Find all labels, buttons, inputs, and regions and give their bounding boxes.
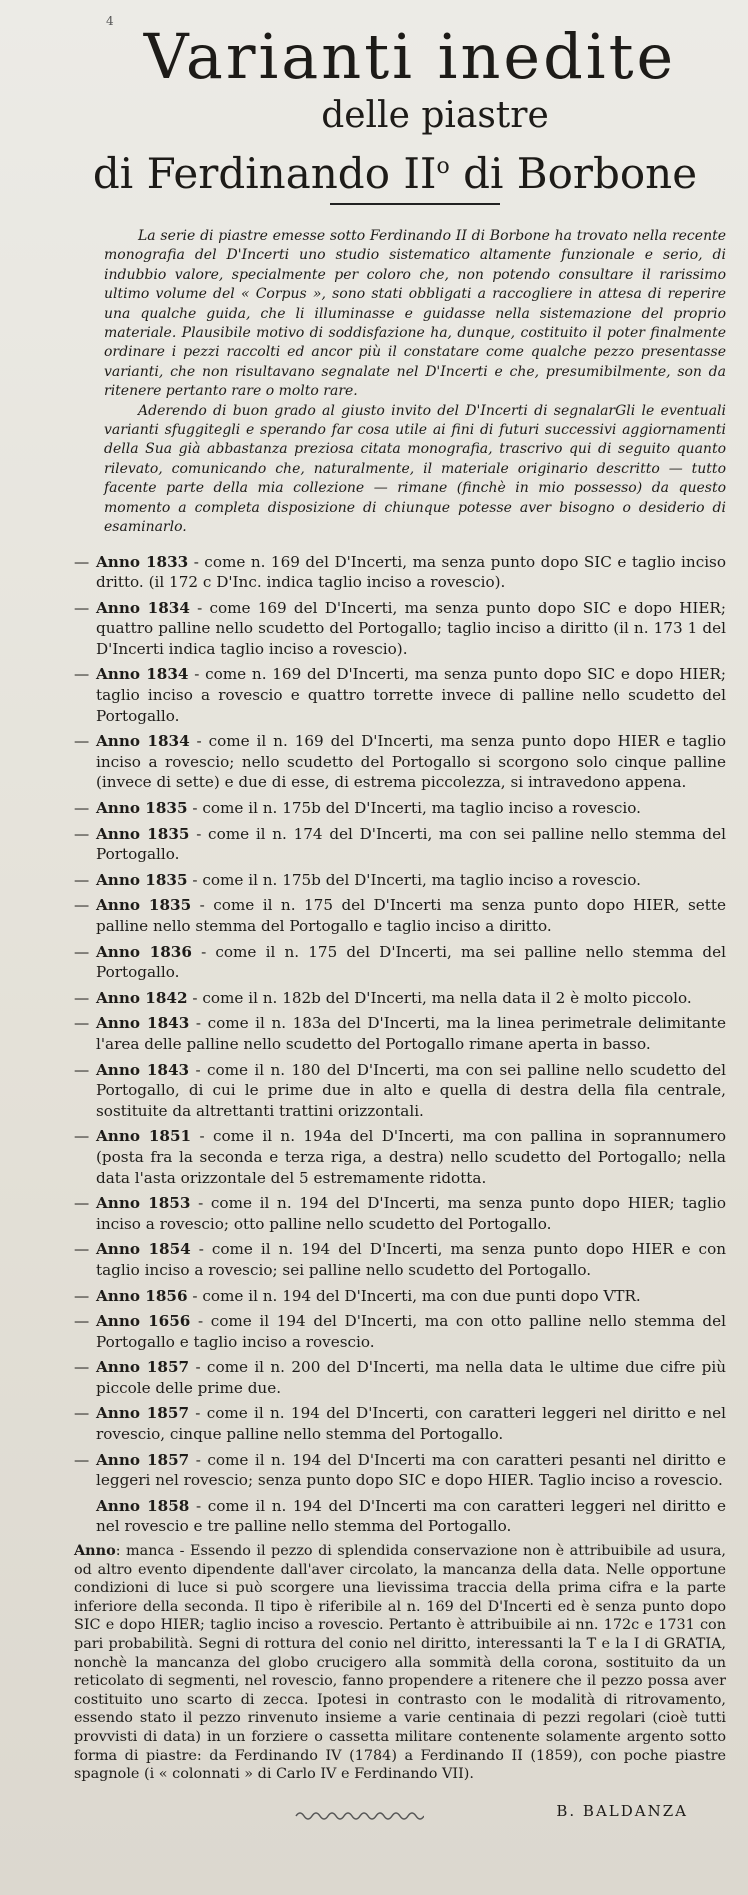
entries-list: [74, 552, 726, 1538]
entry-year: Anno 1835: [96, 799, 188, 818]
entry: [74, 895, 726, 936]
entry-year: Anno 1835: [96, 896, 192, 915]
entry-year: Anno 1857: [96, 1450, 190, 1469]
entry-year: Anno 1834: [96, 598, 190, 617]
squiggle-ornament: [294, 1810, 424, 1822]
entry-text: - come il n. 175 del D'Incerti ma senza punto dopo HIER, sette palline nello stemma del Portogallo e taglio inciso a diritto.: [96, 896, 726, 935]
entry: [74, 1450, 726, 1491]
entry-year: Anno 1853: [96, 1194, 191, 1213]
entry: [74, 1357, 726, 1398]
entry-dash: —: [74, 988, 90, 1007]
entry-year: Anno 1835: [96, 870, 188, 889]
entry-text: - come il n. 194 del D'Incerti, ma senza punto dopo HIER e con taglio inciso a rovescio; sei palline nello scudetto del Portogallo.: [96, 1240, 726, 1279]
entry-text: - come il n. 200 del D'Incerti, ma nella data le ultime due cifre più piccole delle prime due.: [96, 1358, 726, 1397]
entry: [74, 942, 726, 983]
entry-dash: —: [74, 1450, 90, 1469]
entry-year: Anno 1836: [96, 942, 192, 961]
entry-year: Anno 1842: [96, 988, 188, 1007]
entry-dash: —: [74, 870, 90, 889]
entry: [74, 798, 726, 819]
entry-text: - come il n. 169 del D'Incerti, ma senza punto dopo HIER e taglio inciso a rovescio; nello scudetto del Portogallo si scorgono solo cinque palline (invece di sette) e due di esse, di estrema piccolezza, si intravedono appena.: [96, 732, 726, 792]
entry: [74, 1013, 726, 1054]
entry: [74, 731, 726, 793]
entry-year: Anno 1851: [96, 1127, 192, 1146]
entry-dash: —: [74, 1404, 90, 1423]
entry-dash: —: [74, 552, 90, 571]
title-block: [64, 22, 726, 205]
entry-year: Anno 1834: [96, 732, 190, 751]
entry-text: - come il n. 194 del D'Incerti ma con caratteri leggeri nel diritto e nel rovescio e tre palline nello stemma del Portogallo.: [96, 1496, 726, 1536]
entry: [74, 552, 726, 593]
entry: [74, 824, 726, 865]
title-line-3-sup: o: [436, 154, 450, 179]
intro: [104, 227, 726, 538]
entry-dash: —: [74, 732, 90, 751]
entry: [74, 598, 726, 660]
entry-year: Anno 1854: [96, 1240, 191, 1259]
entry-year: Anno 1835: [96, 824, 190, 843]
author: B. BALDANZA: [556, 1801, 688, 1820]
title-rule: [330, 203, 500, 205]
entry-text: - come il n. 194a del D'Incerti, ma con pallina in soprannumero (posta fra la seconda e terza riga, a destra) nello scudetto del Portogallo; nella data l'asta orizzontale del 5 estremamente ridotta.: [96, 1127, 726, 1187]
entry: [96, 1496, 726, 1537]
closing-label: Anno: [74, 1542, 116, 1560]
entry-year: Anno 1834: [96, 665, 189, 684]
entry: [74, 1126, 726, 1188]
entry: [74, 1286, 726, 1307]
entry-text: - come il n. 194 del D'Incerti, con caratteri leggeri nel diritto e nel rovescio, cinque palline nello stemma del Portogallo.: [96, 1404, 726, 1444]
closing-note: [74, 1542, 726, 1784]
entry-text: - come il n. 194 del D'Incerti, ma senza punto dopo HIER; taglio inciso a rovescio; otto palline nello scudetto del Portogallo.: [96, 1194, 726, 1233]
entry: [74, 988, 726, 1009]
intro-paragraph-1: La serie di piastre emesse sotto Ferdinando II di Borbone ha trovato nella recente monografia del D'Incerti uno studio sistematico altamente funzionale e serio, di indubbio valore, specialmente per coloro che, non potendo consultare il rarissimo ultimo volume del « Corpus », sono stati obbligati a raccogliere in attesa di reperire una qualche guida, che li illuminasse e guidasse nella sistemazione del proprio materiale. Plausibile motivo di soddisfazione ha, dunque, costituito il poter finalmente ordinare i pezzi raccolti ed ancor più il constatare come qualche pezzo presentasse varianti, che non risultavano segnalate nel D'Incerti e che, presumibilmente, son da ritenere pertanto rare o molto rare.: [104, 228, 726, 400]
entry: [74, 1239, 726, 1280]
entry-dash: —: [74, 1286, 90, 1305]
entry-text: - come il n. 183a del D'Incerti, ma la linea perimetrale delimitante l'area delle palline nello scudetto del Portogallo rimane aperta in basso.: [96, 1014, 726, 1053]
entry-dash: —: [74, 1060, 90, 1079]
entry-year: Anno 1857: [96, 1358, 190, 1377]
title-line-1: Varianti inedite: [143, 20, 677, 93]
entry-text: - come n. 169 del D'Incerti, ma senza punto dopo SIC e dopo HIER; taglio inciso a rovescio e quattro torrette invece di palline nello scudetto del Portogallo.: [96, 665, 726, 725]
footer: [64, 1798, 726, 1838]
entry-text: - come il n. 194 del D'Incerti, ma con due punti dopo VTR.: [187, 1286, 641, 1305]
entry-text: - come il n. 182b del D'Incerti, ma nella data il 2 è molto piccolo.: [187, 988, 692, 1007]
entry-year: Anno 1858: [96, 1496, 190, 1515]
entry-text: - come il 194 del D'Incerti, ma con otto palline nello stemma del Portogallo e taglio inciso a rovescio.: [96, 1312, 727, 1351]
entry: [74, 664, 726, 726]
entry-dash: —: [74, 1358, 90, 1377]
entry-dash: —: [74, 896, 90, 915]
entry-dash: —: [74, 1312, 90, 1331]
entry-dash: —: [74, 598, 90, 617]
closing-text: : manca - Essendo il pezzo di splendida conservazione non è attribuibile ad usura, od altro evento dipendente dall'aver circolato, la mancanza della data. Nelle opportune condizioni di luce si può scorgere una lievissima traccia della prima cifra e la parte inferiore della seconda. Il tipo è riferibile al n. 169 del D'Incerti ed è senza punto dopo SIC e dopo HIER; taglio inciso a rovescio. Pertanto è attribuibile ai nn. 172c e 1731 con pari probabilità. Segni di rottura del conio nel diritto, interessanti la T e la I di GRATIA, nonchè la mancanza del globo crucigero alla sommità della corona, sostituito da un reticolato di segmenti, nel rovescio, fanno propendere a ritenere che il pezzo possa aver costituito uno scarto di zecca. Ipotesi in contrasto con le modalità di ritrovamento, essendo stato il pezzo rinvenuto insieme a varie centinaia di pezzi regolari (cioè tutti provvisti di data) in un forziere o cassetta militare contenente solamente argento sotto forma di piastre: da Ferdinando IV (1784) a Ferdinando II (1859), con poche piastre spagnole (i « colonnati » di Carlo IV e Ferdinando VII).: [74, 1543, 726, 1783]
entry-year: Anno 1843: [96, 1060, 190, 1079]
entry: [74, 870, 726, 891]
entry-text: - come il n. 180 del D'Incerti, ma con sei palline nello scudetto del Portogallo, di cui le prime due in alto e quella di destra della fila centrale, sostituite da altrettanti trattini orizzontali.: [96, 1060, 726, 1120]
entry-text: - come il n. 175b del D'Incerti, ma taglio inciso a rovescio.: [187, 870, 641, 889]
intro-paragraph-2: Aderendo di buon grado al giusto invito del D'Incerti di segnalarGli le eventuali varianti sfuggitegli e sperando far cosa utile ai fini di futuri successivi aggiornamenti della Sua già abbastanza preziosa citata monografia, trascrivo qui di seguito quanto rilevato, comunicando che, naturalmente, il materiale originario descritto — tutto facente parte della mia collezione — rimane (finchè in mio possesso) da questo momento a completa disposizione di chiunque potesse aver bisogno o desiderio di esaminarlo.: [104, 402, 726, 536]
entry-year: Anno 1856: [96, 1286, 188, 1305]
entry: [74, 1403, 726, 1444]
entry-text: - come 169 del D'Incerti, ma senza punto dopo SIC e dopo HIER; quattro palline nello scudetto del Portogallo; taglio inciso a diritto (il n. 173 1 del D'Incerti indica taglio inciso a rovescio).: [96, 598, 726, 658]
entry-text: - come il n. 194 del D'Incerti ma con caratteri pesanti nel diritto e leggeri nel rovescio; senza punto dopo SIC e dopo HIER. Taglio inciso a rovescio.: [96, 1450, 726, 1490]
title-line-3: [64, 142, 726, 199]
entry-text: - come il n. 175 del D'Incerti, ma sei palline nello stemma del Portogallo.: [96, 942, 726, 982]
entry: [74, 1311, 726, 1352]
entry-dash: —: [74, 799, 90, 818]
entry-dash: —: [74, 942, 90, 961]
entry-year: Anno 1656: [96, 1312, 191, 1331]
title-line-2: delle piastre: [321, 95, 549, 136]
entry-dash: —: [74, 1240, 90, 1259]
page-number: 4: [106, 14, 114, 28]
entry: [74, 1193, 726, 1234]
entry-dash: —: [74, 824, 90, 843]
entry-dash: —: [74, 665, 90, 684]
title-line-3-post: di Borbone: [449, 149, 698, 198]
entry-text: - come il n. 174 del D'Incerti, ma con sei palline nello stemma del Portogallo.: [96, 824, 726, 864]
entry-year: Anno 1843: [96, 1014, 190, 1033]
entry: [74, 1060, 726, 1122]
entry-dash: —: [74, 1127, 90, 1146]
entry-text: - come n. 169 del D'Incerti, ma senza punto dopo SIC e taglio inciso dritto. (il 172 c D'Inc. indica taglio inciso a rovescio).: [96, 552, 726, 592]
title-line-3-pre: di Ferdinando II: [92, 149, 437, 198]
entry-year: Anno 1833: [96, 552, 189, 571]
entry-year: Anno 1857: [96, 1404, 190, 1423]
entry-dash: —: [74, 1014, 90, 1033]
entry-dash: —: [74, 1194, 90, 1213]
entry-text: - come il n. 175b del D'Incerti, ma taglio inciso a rovescio.: [187, 799, 641, 818]
